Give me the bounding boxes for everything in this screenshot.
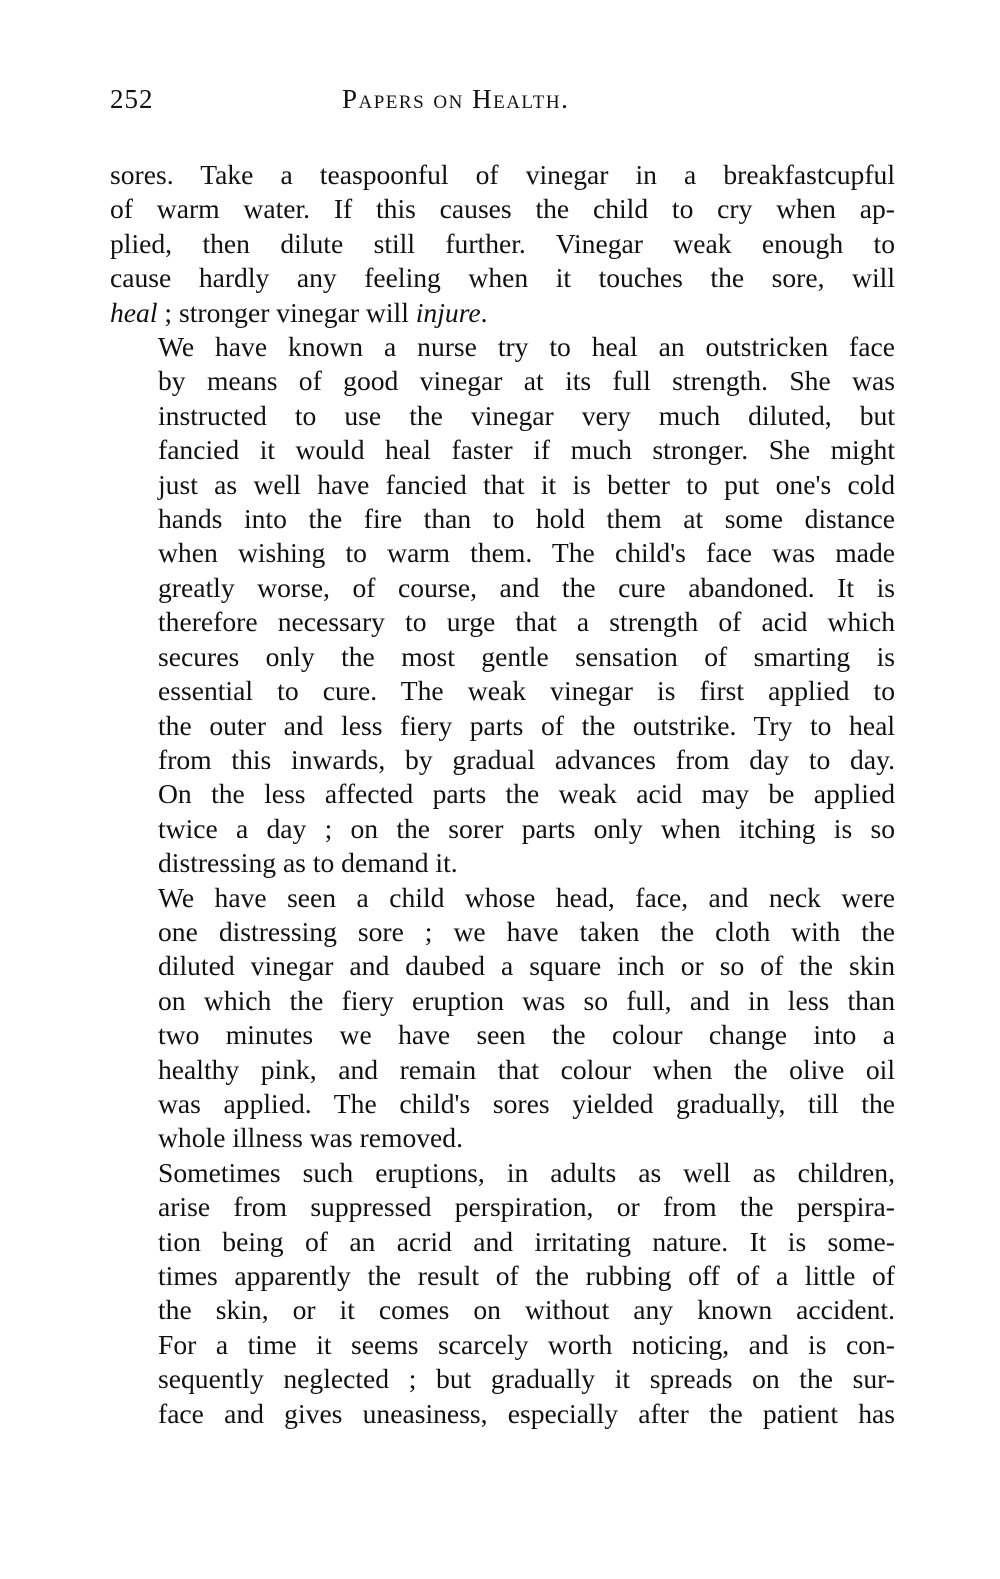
paragraph-2 [110, 330, 895, 881]
running-title: Papers on Health. [342, 84, 570, 114]
text-line: fancied it would heal faster if much stronger. She might [158, 434, 895, 466]
text-line: arise from suppressed perspiration, or from the perspira- [158, 1191, 895, 1223]
page-number: 252 [110, 84, 154, 114]
text-line: essential to cure. The weak vinegar is first applied to [158, 675, 895, 707]
text-line: from this inwards, by gradual advances from day to day. [158, 743, 895, 775]
running-head [110, 84, 895, 124]
text-line: diluted vinegar and daubed a square inch or so of the skin [158, 950, 895, 982]
text-fragment: . [480, 296, 488, 328]
text-line: times apparently the result of the rubbing off of a little of [158, 1260, 895, 1291]
text-line [110, 296, 895, 330]
paragraph-1 [110, 158, 895, 330]
text-line: the outer and less fiery parts of the outstrike. Try to heal [158, 709, 895, 741]
text-line: On the less affected parts the weak acid may be applied [158, 778, 895, 810]
text-line: therefore necessary to urge that a strength of acid which [158, 606, 895, 638]
text-line: We have seen a child whose head, face, and neck were [158, 881, 895, 913]
text-line: healthy pink, and remain that colour when the olive oil [158, 1053, 895, 1085]
text-line: We have known a nurse try to heal an outstricken face [158, 331, 895, 363]
text-line: instructed to use the vinegar very much diluted, but [158, 399, 895, 431]
italic-word: heal [110, 296, 158, 328]
text-line: hands into the fire than to hold them at some distance [158, 503, 895, 535]
paragraph-3 [110, 881, 895, 1156]
text-line: when wishing to warm them. The child's face was made [158, 537, 895, 569]
text-line: greatly worse, of course, and the cure abandoned. It is [158, 571, 895, 603]
text-line: was applied. The child's sores yielded gradually, till the [158, 1087, 895, 1119]
text-line: sores. Take a teaspoonful of vinegar in a breakfastcupful [110, 159, 895, 190]
text-line: secures only the most gentle sensation of smarting is [158, 640, 895, 672]
text-fragment: ; stronger vinegar will [157, 296, 416, 328]
text-line: on which the fiery eruption was so full, and in less than [158, 984, 895, 1016]
text-line: by means of good vinegar at its full strength. She was [158, 365, 895, 397]
text-line: sequently neglected ; but gradually it spreads on the sur- [158, 1363, 895, 1395]
body-text [110, 158, 895, 1431]
text-line: just as well have fancied that it is better to put one's cold [158, 468, 895, 500]
text-line: of warm water. If this causes the child to cry when ap- [110, 193, 895, 225]
text-line: face and gives uneasiness, especially after the patient has [158, 1397, 895, 1429]
text-line: For a time it seems scarcely worth noticing, and is con- [158, 1328, 895, 1360]
text-line: the skin, or it comes on without any known accident. [158, 1294, 895, 1326]
text-line: plied, then dilute still further. Vinegar weak enough to [110, 227, 895, 259]
italic-word: injure [415, 296, 481, 328]
paragraph-4 [110, 1156, 895, 1431]
text-line: tion being of an acrid and irritating nature. It is some- [158, 1225, 895, 1257]
text-line: one distressing sore ; we have taken the cloth with the [158, 915, 895, 947]
text-line: twice a day ; on the sorer parts only when itching is so [158, 812, 895, 844]
text-line: two minutes we have seen the colour change into a [158, 1019, 895, 1051]
text-line: whole illness was removed. [158, 1122, 463, 1154]
text-line: cause hardly any feeling when it touches the sore, will [110, 262, 895, 294]
text-line: distressing as to demand it. [158, 847, 458, 879]
text-line: Sometimes such eruptions, in adults as well as children, [158, 1156, 895, 1188]
